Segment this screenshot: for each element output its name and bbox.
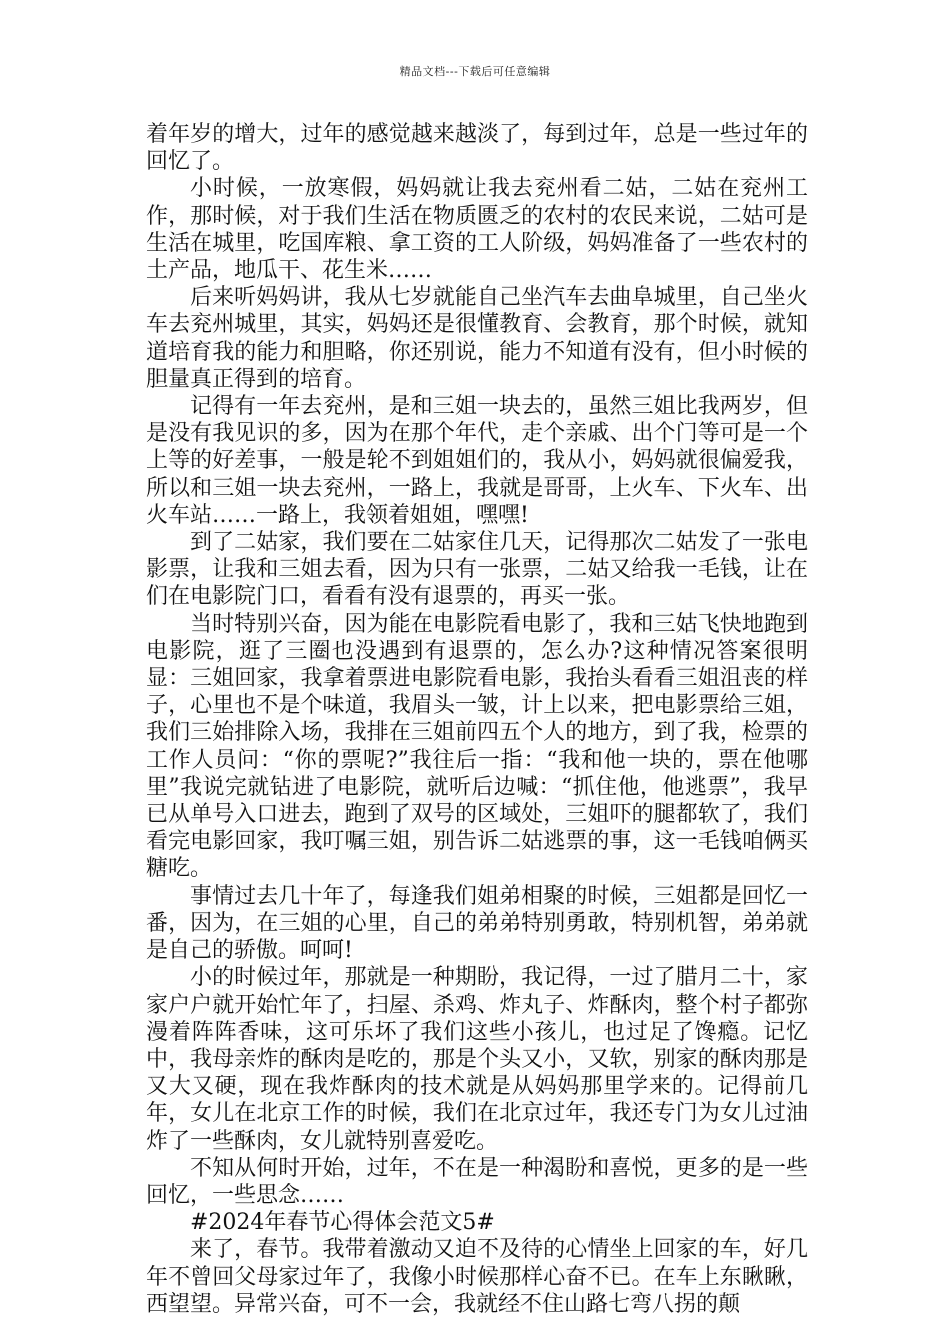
paragraph-10: 来了，春节。我带着激动又迫不及待的心情坐上回家的车，好几年不曾回父母家过年了，我像小时候那样心奋不已。在车上东瞅瞅，西望望。异常兴奋，可不一会，我就经不住山路七弯八拐的颠 (146, 1237, 808, 1317)
paragraph-5: 到了二姑家，我们要在二姑家住几天，记得那次二姑发了一张电影票，让我和三姐去看，因为只有一张票，二姑又给我一毛钱，让在们在电影院门口，看看有没有退票的，再买一张。 (146, 530, 808, 610)
paragraph-2: 小时候，一放寒假，妈妈就让我去兖州看二姑，二姑在兖州工作，那时候，对于我们生活在物质匮乏的农村的农民来说，二姑可是生活在城里，吃国库粮、拿工资的工人阶级，妈妈准备了一些农村的土产品，地瓜干、花生米…… (146, 176, 808, 284)
paragraph-8: 小的时候过年，那就是一种期盼，我记得，一过了腊月二十，家家户户就开始忙年了，扫屋、杀鸡、炸丸子、炸酥肉，整个村子都弥漫着阵阵香味，这可乐坏了我们这些小孩儿，也过足了馋瘾。记忆中，我母亲炸的酥肉是吃的，那是个头又小，又软，别家的酥肉那是又大又硬，现在我炸酥肉的技术就是从妈妈那里学来的。记得前几年，女儿在北京工作的时候，我们在北京过年，我还专门为女儿过油炸了一些酥肉，女儿就特别喜爱吃。 (146, 965, 808, 1154)
paragraph-4: 记得有一年去兖州，是和三姐一块去的，虽然三姐比我两岁，但是没有我见识的多，因为在那个年代，走个亲戚、出个门等可是一个上等的好差事，一般是轮不到姐姐们的，我从小，妈妈就很偏爱我，所以和三姐一块去兖州，一路上，我就是哥哥，上火车、下火车、出火车站……一路上，我领着姐姐，嘿嘿! (146, 394, 808, 528)
document-body (146, 121, 808, 1318)
paragraph-1: 着年岁的增大，过年的感觉越来越淡了，每到过年，总是一些过年的回忆了。 (146, 122, 808, 175)
header-note: 精品文档---下载后可任意编辑 (399, 65, 551, 78)
section-heading: #2024年春节心得体会范文5# (190, 1210, 495, 1236)
paragraph-6: 当时特别兴奋，因为能在电影院看电影了，我和三姑飞快地跑到电影院，逛了三圈也没遇到有退票的，怎么办?这种情况答案很明显：三姐回家，我拿着票进电影院看电影，我抬头看看三姐沮丧的样子，心里也不是个味道，我眉头一皱，计上以来，把电影票给三姐，我们三始排除入场，我排在三姐前四五个人的地方，到了我，检票的工作人员问：“你的票呢?”我往后一指：“我和他一块的，票在他哪里”我说完就钻进了电影院，就听后边喊：“抓住他，他逃票”，我早已从单号入口进去，跑到了双号的区域处，三姐吓的腿都软了，我们看完电影回家，我叮嘱三姐，别告诉二姑逃票的事，这一毛钱咱俩买糖吃。 (146, 611, 808, 882)
paragraph-7: 事情过去几十年了，每逢我们姐弟相聚的时候，三姐都是回忆一番，因为，在三姐的心里，自己的弟弟特别勇敢，特别机智，弟弟就是自己的骄傲。呵呵! (146, 883, 808, 964)
paragraph-9: 不知从何时开始，过年，不在是一种渴盼和喜悦，更多的是一些回忆，一些思念…… (146, 1155, 808, 1208)
paragraph-3: 后来听妈妈讲，我从七岁就能自己坐汽车去曲阜城里，自己坐火车去兖州城里，其实，妈妈还是很懂教育、会教育，那个时候，就知道培育我的能力和胆略，你还别说，能力不知道有没有，但小时候的胆量真正得到的培育。 (146, 285, 808, 392)
